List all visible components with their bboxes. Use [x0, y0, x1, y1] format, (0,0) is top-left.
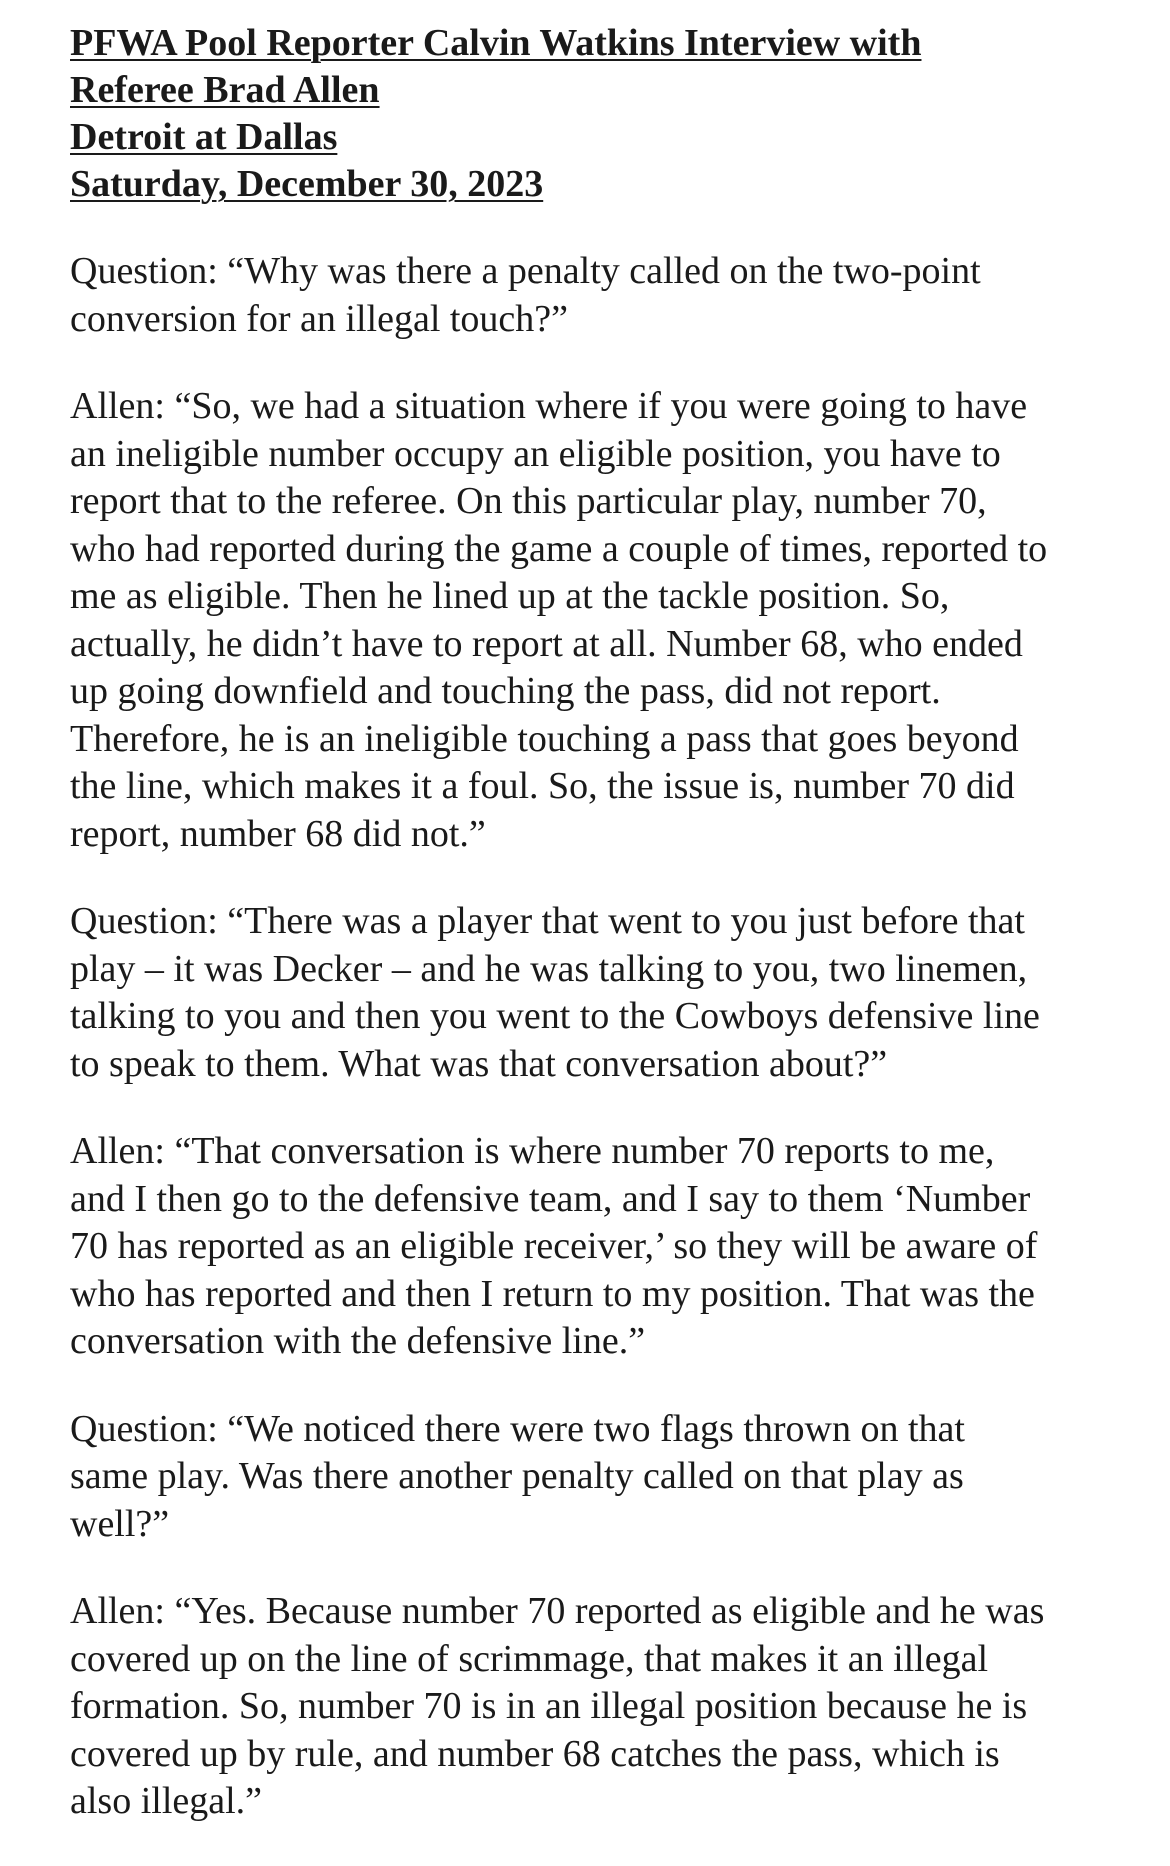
text-line: also illegal.” — [70, 1780, 263, 1822]
question-paragraph-2 — [70, 898, 1120, 1088]
text-line: and I then go to the defensive team, and I say to them ‘Number — [70, 1177, 1031, 1220]
text-line: Question: “We noticed there were two flags thrown on that — [70, 1407, 965, 1450]
text-line: conversion for an illegal touch?” — [70, 297, 569, 340]
text-line: 70 has reported as an eligible receiver,’ so they will be aware of — [70, 1225, 1038, 1267]
text-line: me as eligible. Then he lined up at the tackle position. So, — [70, 575, 950, 617]
text-line: an ineligible number occupy an eligible position, you have to — [70, 432, 1001, 475]
text-line: covered up on the line of scrimmage, that makes it an illegal — [70, 1637, 989, 1680]
text-line: report that to the referee. On this particular play, number 70, — [70, 480, 987, 522]
text-line: same play. Was there another penalty called on that play as — [70, 1455, 964, 1497]
text-line: well?” — [70, 1502, 170, 1545]
text-line: who has reported and then I return to my position. That was the — [70, 1272, 1035, 1315]
text-line: Allen: “That conversation is where number 70 reports to me, — [70, 1130, 995, 1172]
answer-paragraph-1 — [70, 383, 1120, 858]
document-page — [70, 20, 1120, 1866]
text-line: Question: “Why was there a penalty called on the two-point — [70, 250, 981, 292]
text-line: the line, which makes it a foul. So, the issue is, number 70 did — [70, 765, 1015, 807]
text-line: Question: “There was a player that went to you just before that — [70, 900, 1025, 942]
text-line: who had reported during the game a couple of times, reported to — [70, 527, 1048, 570]
text-line: report, number 68 did not.” — [70, 812, 486, 855]
text-line: play – it was Decker – and he was talking to you, two linemen, — [70, 947, 1028, 990]
text-line: Allen: “Yes. Because number 70 reported as eligible and he was — [70, 1590, 1045, 1632]
question-paragraph-1 — [70, 248, 1120, 343]
answer-paragraph-3 — [70, 1588, 1120, 1826]
text-line: actually, he didn’t have to report at all. Number 68, who ended — [70, 622, 1023, 665]
text-line: to speak to them. What was that conversation about?” — [70, 1042, 888, 1085]
text-line: up going downfield and touching the pass, did not report. — [70, 670, 941, 712]
text-line: talking to you and then you went to the Cowboys defensive line — [70, 995, 1040, 1037]
document-header — [70, 20, 1120, 208]
header-referee-line: Referee Brad Allen — [70, 69, 380, 111]
text-line: Therefore, he is an ineligible touching a pass that goes beyond — [70, 717, 1019, 760]
header-date-line: Saturday, December 30, 2023 — [70, 163, 544, 205]
text-line: covered up by rule, and number 68 catches the pass, which is — [70, 1732, 1000, 1775]
question-paragraph-3 — [70, 1406, 1120, 1549]
answer-paragraph-2 — [70, 1128, 1120, 1366]
header-game-line: Detroit at Dallas — [70, 116, 338, 158]
header-title-line: PFWA Pool Reporter Calvin Watkins Interview with — [70, 22, 922, 64]
text-line: conversation with the defensive line.” — [70, 1320, 646, 1362]
text-line: Allen: “So, we had a situation where if you were going to have — [70, 385, 1028, 427]
text-line: formation. So, number 70 is in an illegal position because he is — [70, 1685, 1028, 1727]
